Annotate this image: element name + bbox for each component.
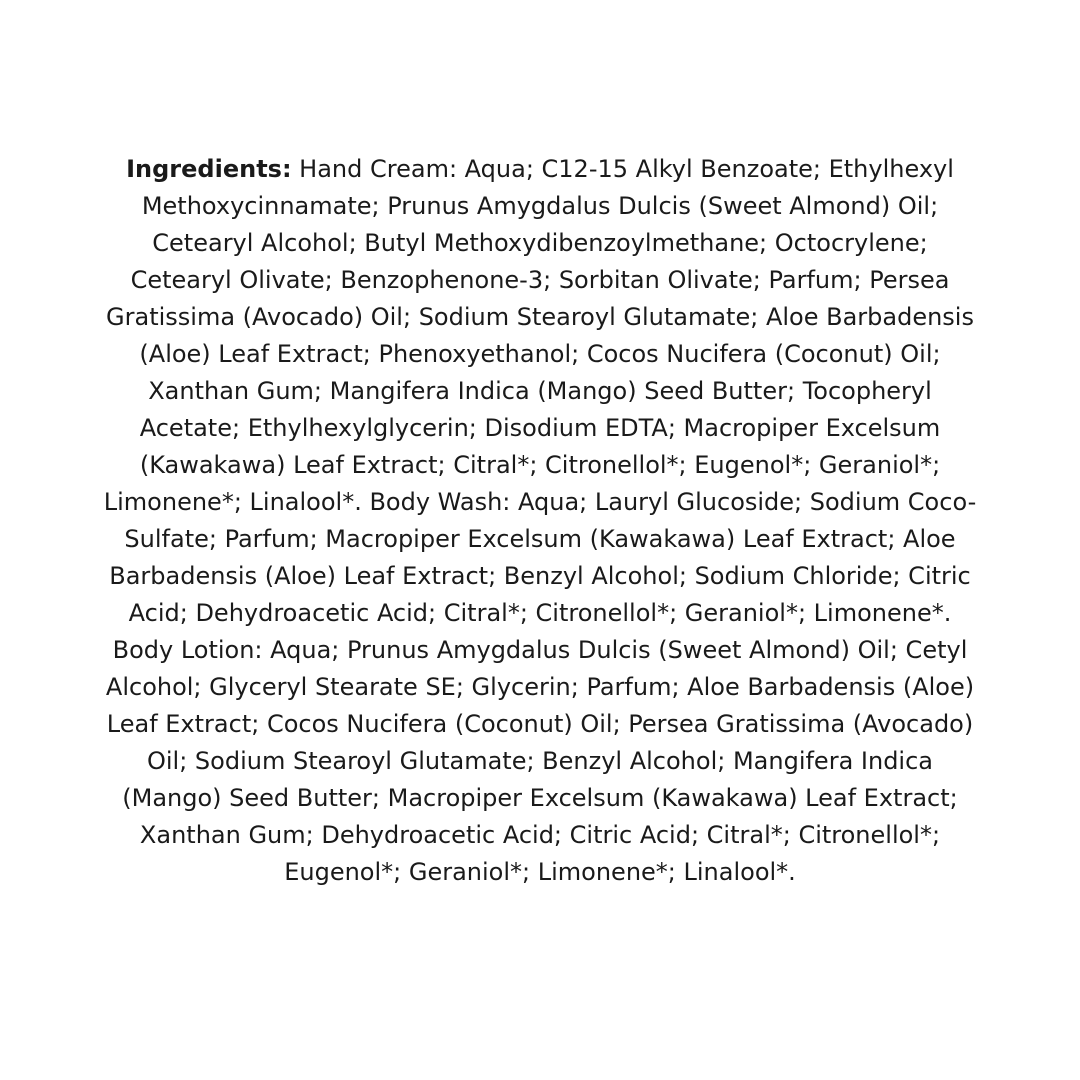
ingredients-text: Hand Cream: Aqua; C12-15 Alkyl Benzoate; Ethylhexyl Methoxycinnamate; Prunus Amygdalus Dulcis (Sweet Almond) Oil; Cetearyl Alcohol; Butyl Methoxydibenzoylmethane; Octocrylene; Cetearyl Olivate; Benzophenone-3; Sorbitan Olivate; Parfum; Persea Gratissima (Avocado) Oil; Sodium Stearoyl Glutamate; Aloe Barbadensis (Aloe) Leaf Extract; Phenoxyethanol; Cocos Nucifera (Coconut) Oil; Xanthan Gum; Mangifera Indica (Mango) Seed Butter; Tocopheryl Acetate; Ethylhexylglycerin; Disodium EDTA; Macropiper Excelsum (Kawakawa) Leaf Extract; Citral*; Citronellol*; Eugenol*; Geraniol*; Limonene*; Linalool*. Body Wash: Aqua; Lauryl Glucoside; Sodium Coco-Sulfate; Parfum; Macropiper Excelsum (Kawakawa) Leaf Extract; Aloe Barbadensis (Aloe) Leaf Extract; Benzyl Alcohol; Sodium Chloride; Citric Acid; Dehydroacetic Acid; Citral*; Citronellol*; Geraniol*; Limonene*. Body Lotion: Aqua; Prunus Amygdalus Dulcis (Sweet Almond) Oil; Cetyl Alcohol; Glyceryl Stearate SE; Glycerin; Parfum; Aloe Barbadensis (Aloe) Leaf Extract; Cocos Nucifera (Coconut) Oil; Persea Gratissima (Avocado) Oil; Sodium Stearoyl Glutamate; Benzyl Alcohol; Mangifera Indica (Mango) Seed Butter; Macropiper Excelsum (Kawakawa) Leaf Extract; Xanthan Gum; Dehydroacetic Acid; Citric Acid; Citral*; Citronellol*; Eugenol*; Geraniol*; Limonene*; Linalool*.: [103, 155, 977, 886]
ingredients-label: Ingredients:: [126, 155, 292, 183]
ingredients-paragraph: [100, 151, 980, 891]
